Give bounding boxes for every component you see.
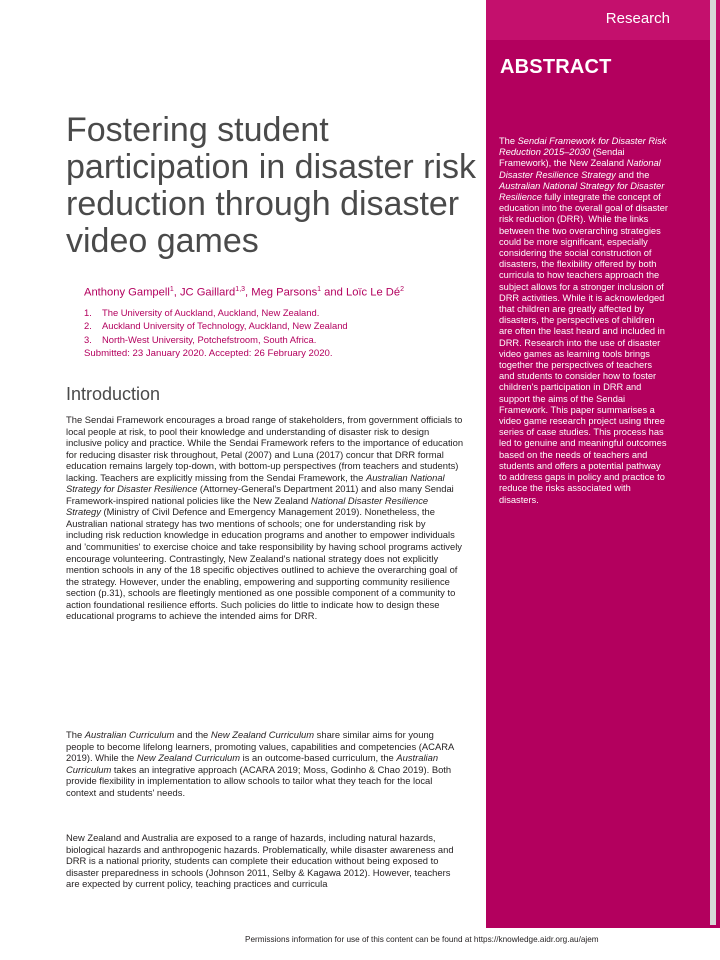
author-name: Meg Parsons bbox=[251, 286, 318, 299]
submission-dates: Submitted: 23 January 2020. Accepted: 26 February 2020. bbox=[84, 348, 333, 359]
abstract-text: The Sendai Framework for Disaster Risk Reduction 2015–2030 (Sendai Framework), the New Zealand National Disaster Resilience Strategy and the Australian National Strategy for Disaster Resilience fully integrate the concept of education into the overall goal of disaster risk reduction (DRR). While the links between the two overarching strategies could be more significant, especially considering the social construction of disasters, the flexibility offered by both curricula to how teachers approach the subject allows for a stronger inclusion of DRR activities. While it is acknowledged that children are greatly affected by disasters, the perspectives of children are often the least heard and included in DRR. Research into the use of disaster video games as learning tools brings together the perspectives of teachers and students to consider how to foster children's participation in DRR and support the aims of the Sendai Framework. This paper summarises a video game research project using three series of case studies. This process has led to genuine and meaningful outcomes based on the needs of teachers and students and offers a potential pathway to address gaps in policy and practice to reduce the risks associated with disasters. bbox=[499, 136, 669, 505]
article-title: Fostering student participation in disaster risk reduction through disaster video games bbox=[66, 111, 477, 260]
abstract-heading: ABSTRACT bbox=[500, 56, 612, 78]
affiliation-list bbox=[84, 306, 484, 346]
author-name: JC Gaillard bbox=[179, 286, 236, 299]
author-affil-mark: 1,3 bbox=[235, 286, 246, 293]
affiliation-item: 3. North-West University, Potchefstroom, South Africa. bbox=[84, 333, 317, 345]
section-tag: Research bbox=[605, 10, 670, 27]
author-affil-mark: 1 bbox=[169, 286, 174, 293]
author-list: Anthony Gampell$^1$, JC Gaillard$^{1,3}$, Meg Parsons$^1$ and Loïc Le $Dé^2$ bbox=[84, 286, 404, 299]
author-affil-mark: 2 bbox=[400, 286, 404, 293]
author-affil-mark: 1 bbox=[317, 286, 322, 293]
affiliation-item: 2. Auckland University of Technology, Auckland, New Zealand bbox=[84, 320, 348, 332]
affiliation-item: 1. The University of Auckland, Auckland, New Zealand. bbox=[84, 307, 320, 318]
page-edge-rule bbox=[710, 0, 716, 925]
author-name: Loïc Le Dé bbox=[345, 286, 401, 299]
section-tag-band bbox=[486, 0, 720, 40]
body-paragraph: The Sendai Framework encourages a broad range of stakeholders, from government officials to local people at risk, to pool their knowledge and understanding of disaster risk to design inclusive policy and practice. While the Sendai Framework refers to the importance of education for reducing disaster risk throughout, Petal (2007) and Luna (2017) concur that DRR formal education remains largely top-down, with bottom-up perspectives (from teachers and students) lacking. Teachers are explicitly missing from the Sendai Framework, the Australian National Strategy for Disaster Resilience (Attorney-General's Department 2011) and also many Sendai Framework-inspired national policies like the New Zealand National Disaster Resilience Strategy (Ministry of Civil Defence and Emergency Management 2019). Nonetheless, the Australian national strategy has two mentions of schools; one for understanding risk by including risk reduction knowledge in education programs and another to empower individuals and 'communities' to exercise choice and take responsibility by having school programs actively encourage volunteering. Contrastingly, New Zealand's national strategy does not explicitly mention schools in any of the 18 specific objectives outlined to achieve the overarching goal of the strategy. However, under the enabling, empowering and supporting community resilience section (p.31), schools are fleetingly mentioned as one possible component of a community to action foundational resilience efforts. Such policies do little to indicate how to design these educational programs to achieve the intended aims for DRR. bbox=[66, 414, 464, 622]
section-heading-introduction: Introduction bbox=[66, 384, 161, 404]
author-name: Anthony Gampell bbox=[84, 286, 170, 299]
body-paragraph: New Zealand and Australia are exposed to a range of hazards, including natural hazards, biological hazards and anthropogenic hazards. Problematically, while disaster awareness and DRR is a national priority, students can complete their education without being exposed to disaster preparedness in schools (Johnson 2011, Selby & Kagawa 2012). However, teachers are expected by current policy, teaching practices and curricula bbox=[66, 832, 454, 890]
body-paragraph: The Australian Curriculum and the New Zealand Curriculum share similar aims for young people to become lifelong learners, promoting values, capabilities and competencies (ACARA 2019). While the New Zealand Curriculum is an outcome-based curriculum, the Australian Curriculum takes an integrative approach (ACARA 2019; Moss, Godinho & Chao 2019). Both provide flexibility in implementation to allow schools to tailor what they teach for the local context and students' needs. bbox=[66, 729, 454, 798]
permissions-footer: Permissions information for use of this content can be found at https://knowledge.aidr.org.au/ajem bbox=[245, 935, 599, 944]
